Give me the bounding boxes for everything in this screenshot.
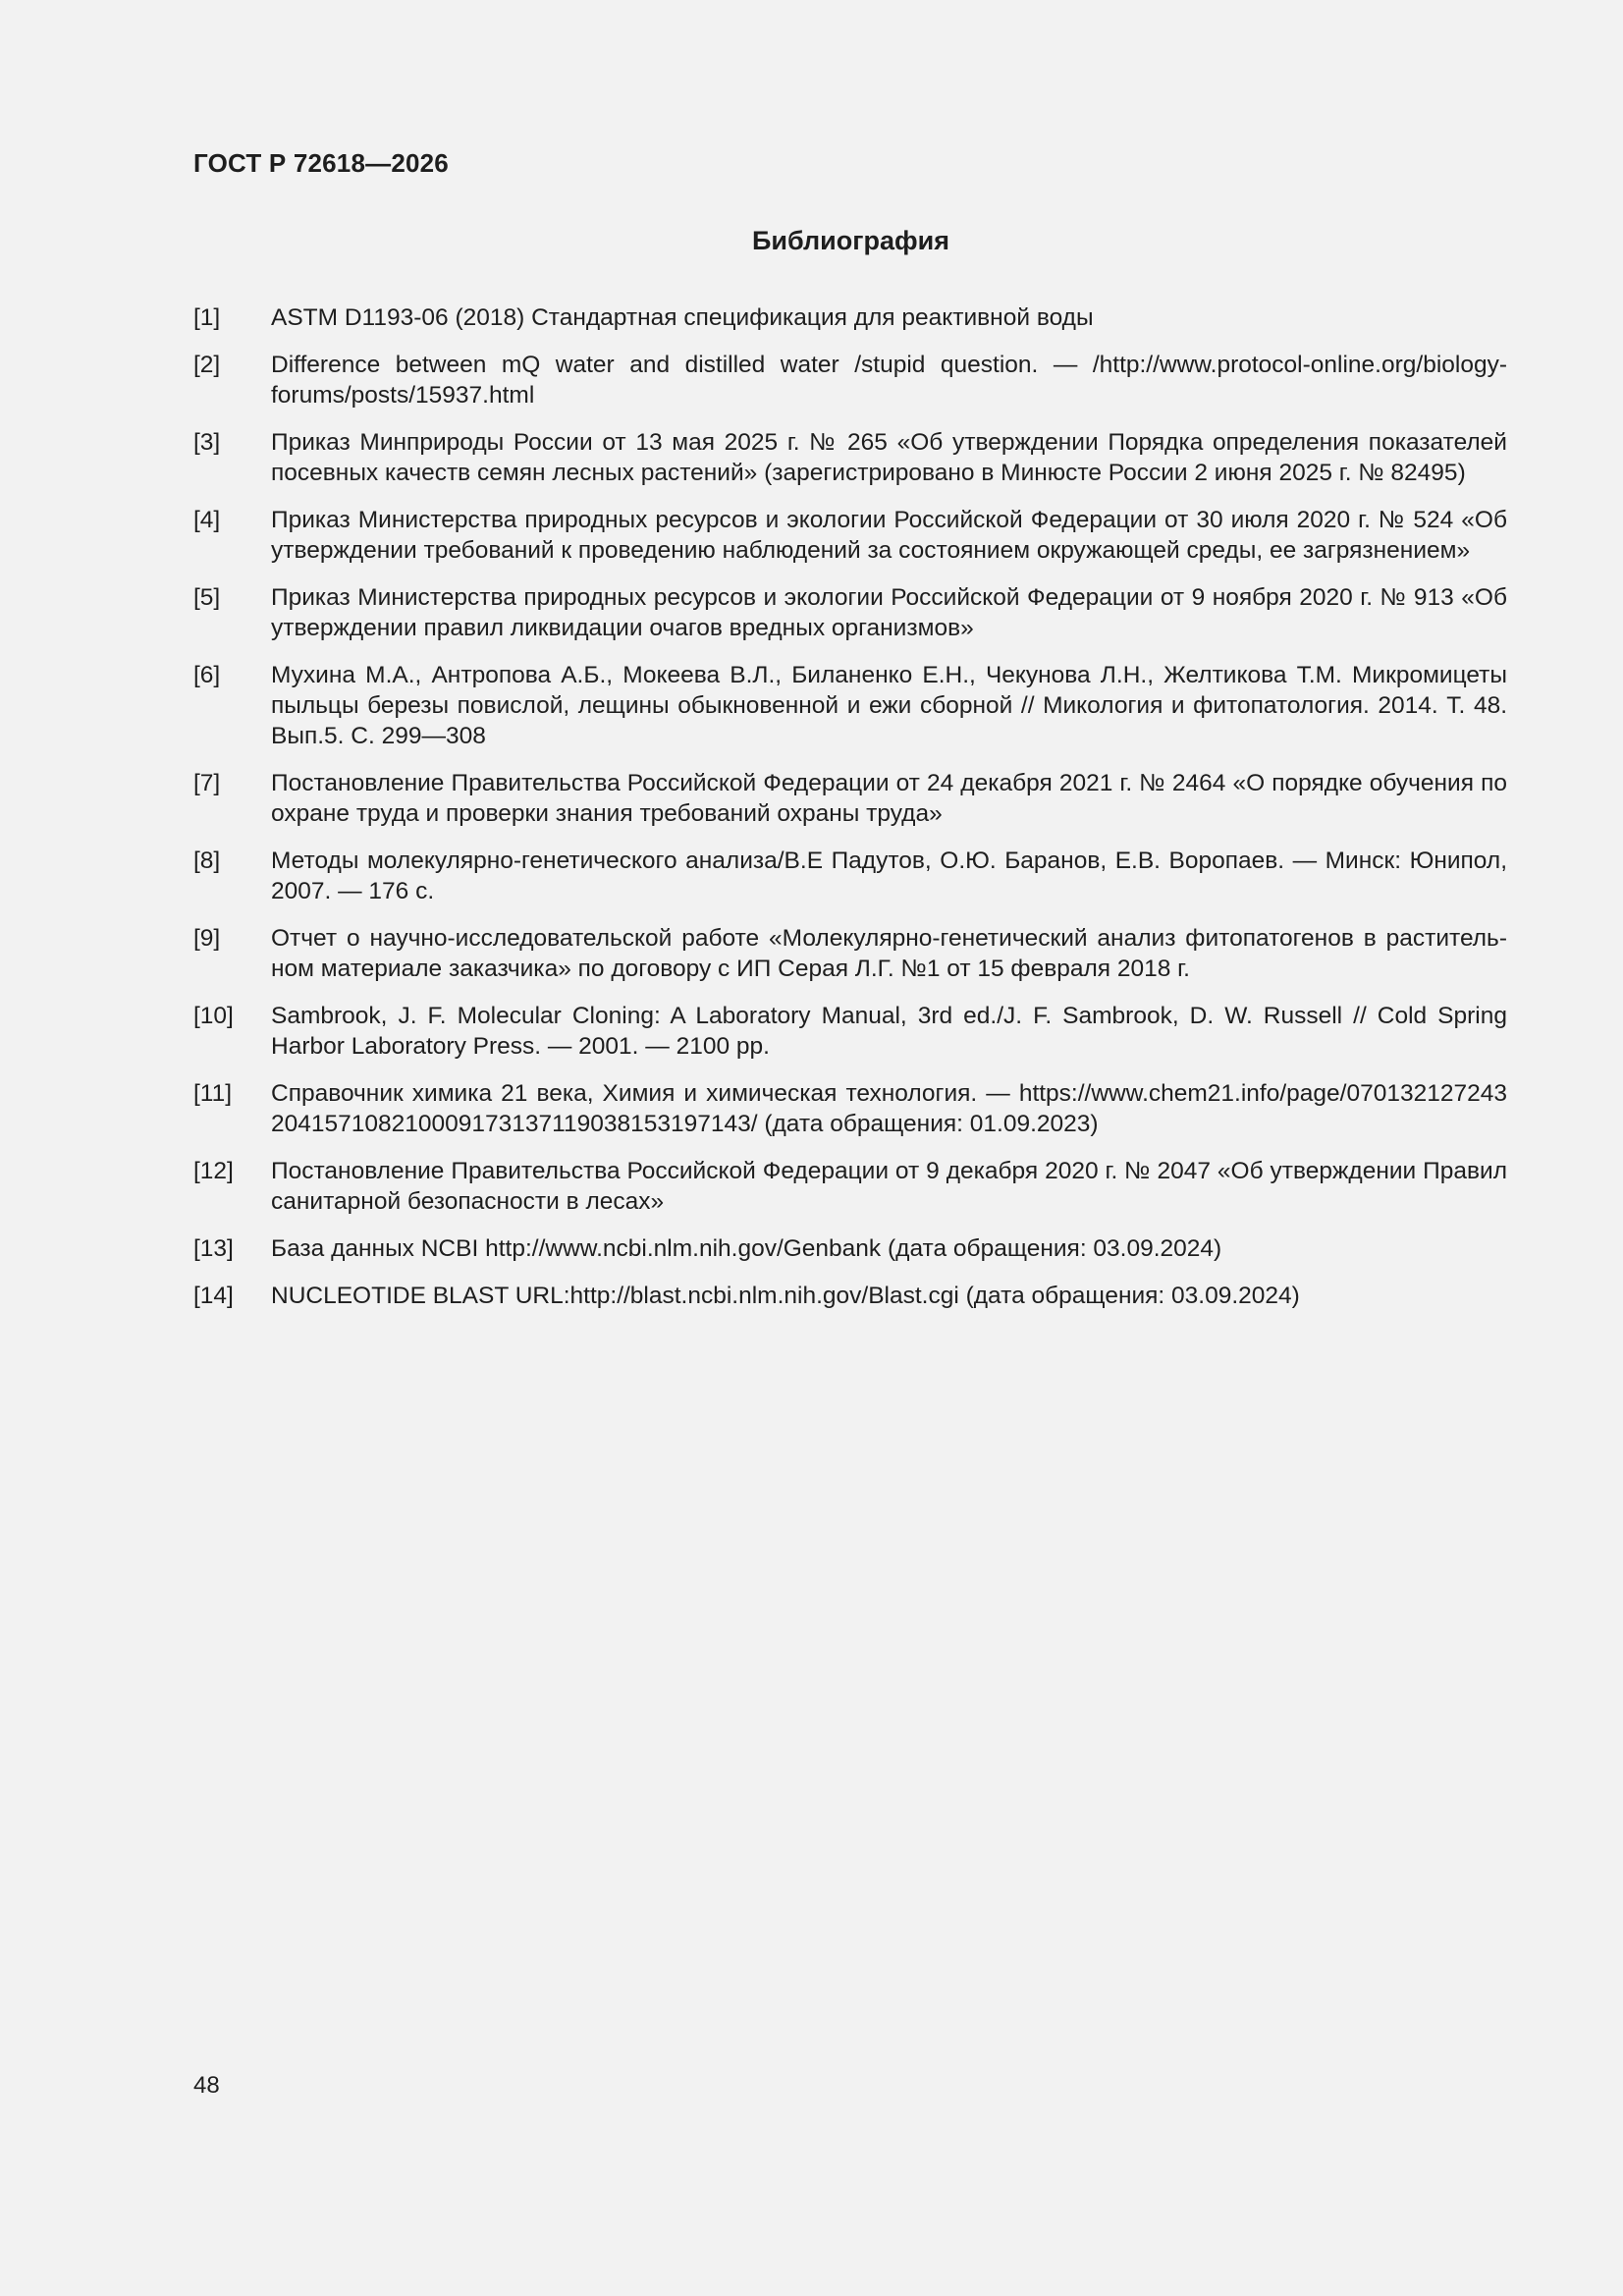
bibliography-entry <box>193 505 1507 566</box>
entry-text: Sambrook, J. F. Molecular Cloning: A Laboratory Manual, 3rd ed./J. F. Sambrook, D. W. Russell // Cold Spring Harbor Laboratory Press. — 2001. — 2100 pp. <box>271 1003 1507 1060</box>
entry-number: [6] <box>193 662 221 688</box>
bibliography-entry <box>193 1078 1507 1139</box>
bibliography-entry <box>193 1281 1507 1311</box>
entry-text: Мухина М.А., Антропова А.Б., Мокеева В.Л., Биланенко Е.Н., Чекунова Л.Н., Желтикова Т.М. Микромицеты пыльцы березы повислой, лещины обыкновенной и ежи сборной // Микология и фитопатология. 2014. Т. 48. Вып.5. С. 299—308 <box>271 662 1507 749</box>
entry-text: Приказ Минприроды России от 13 мая 2025 г. № 265 «Об утверждении Порядка определения показателей посевных качеств семян лесных растений» (зарегистрировано в Минюсте России 2 июня 2025 г. № 82495) <box>271 429 1507 486</box>
entry-text: Справочник химика 21 века, Химия и химическая технология. — https://www.chem21.info/page/070132127243 2041571082100091731371190381531971​43/ (дата обращения: 01.09.2023) <box>271 1080 1507 1137</box>
entry-text: Приказ Министерства природных ресурсов и экологии Российской Федерации от 9 ноября 2020 г. № 913 «Об утверждении правил ликвидации очагов вредных организмов» <box>271 584 1507 641</box>
entry-number: [1] <box>193 304 221 331</box>
bibliography-entry <box>193 1156 1507 1217</box>
bibliography-entry <box>193 1001 1507 1062</box>
bibliography-entry <box>193 1233 1507 1264</box>
entry-number: [9] <box>193 925 221 952</box>
entry-text: Приказ Министерства природных ресурсов и экологии Российской Федерации от 30 июля 2020 г. № 524 «Об утверждении требований к проведению наблюдений за состоянием окружающей среды, ее загрязнением» <box>271 507 1507 564</box>
entry-text: NUCLEOTIDE BLAST URL:http://blast.ncbi.nlm.nih.gov/Blast.cgi (дата обращения: 03.09.2024) <box>271 1283 1300 1309</box>
bibliography-entry <box>193 660 1507 751</box>
entry-text: Отчет о научно-исследовательской работе «Молекулярно-генетический анализ фитопатогенов в растительном материале заказчика» по договору с ИП Серая Л.Г. №1 от 15 февраля 2018 г. <box>271 925 1507 982</box>
entry-number: [3] <box>193 429 221 456</box>
entry-text: Постановление Правительства Российской Федерации от 24 декабря 2021 г. № 2464 «О порядке обучения по охране труда и проверки знания требований охраны труда» <box>271 770 1507 827</box>
bibliography-entry <box>193 768 1507 829</box>
entry-number: [14] <box>193 1283 234 1309</box>
entry-text: ASTM D1193-06 (2018) Стандартная спецификация для реактивной воды <box>271 304 1094 331</box>
entry-number: [7] <box>193 770 221 796</box>
bibliography-title: Библиография <box>752 226 949 255</box>
page-number: 48 <box>193 2072 220 2099</box>
bibliography-entry <box>193 923 1507 984</box>
bibliography-entry <box>193 302 1507 333</box>
entry-number: [5] <box>193 584 221 611</box>
entry-text: База данных NCBI http://www.ncbi.nlm.nih.gov/Genbank (дата обращения: 03.09.2024) <box>271 1235 1222 1262</box>
entry-number: [12] <box>193 1158 234 1184</box>
entry-text: Difference between mQ water and distilled water /stupid question. — /http://www.protocol-online.org/biology-forums/posts/15937.html <box>271 352 1507 409</box>
entry-number: [8] <box>193 847 221 874</box>
bibliography-entry <box>193 846 1507 906</box>
entry-number: [13] <box>193 1235 234 1262</box>
bibliography-entry <box>193 350 1507 410</box>
bibliography-list <box>193 302 1507 1328</box>
document-standard-code: ГОСТ Р 72618—2026 <box>193 148 449 178</box>
entry-text: Методы молекулярно-генетического анализа/В.Е Падутов, О.Ю. Баранов, Е.В. Воропаев. — Минск: Юнипол, 2007. — 176 с. <box>271 847 1507 904</box>
entry-number: [4] <box>193 507 221 533</box>
entry-text: Постановление Правительства Российской Федерации от 9 декабря 2020 г. № 2047 «Об утверждении Правил санитарной безопасности в лесах» <box>271 1158 1507 1215</box>
entry-number: [2] <box>193 352 221 378</box>
entry-number: [11] <box>193 1080 233 1107</box>
bibliography-entry <box>193 427 1507 488</box>
entry-number: [10] <box>193 1003 234 1029</box>
bibliography-entry <box>193 582 1507 643</box>
